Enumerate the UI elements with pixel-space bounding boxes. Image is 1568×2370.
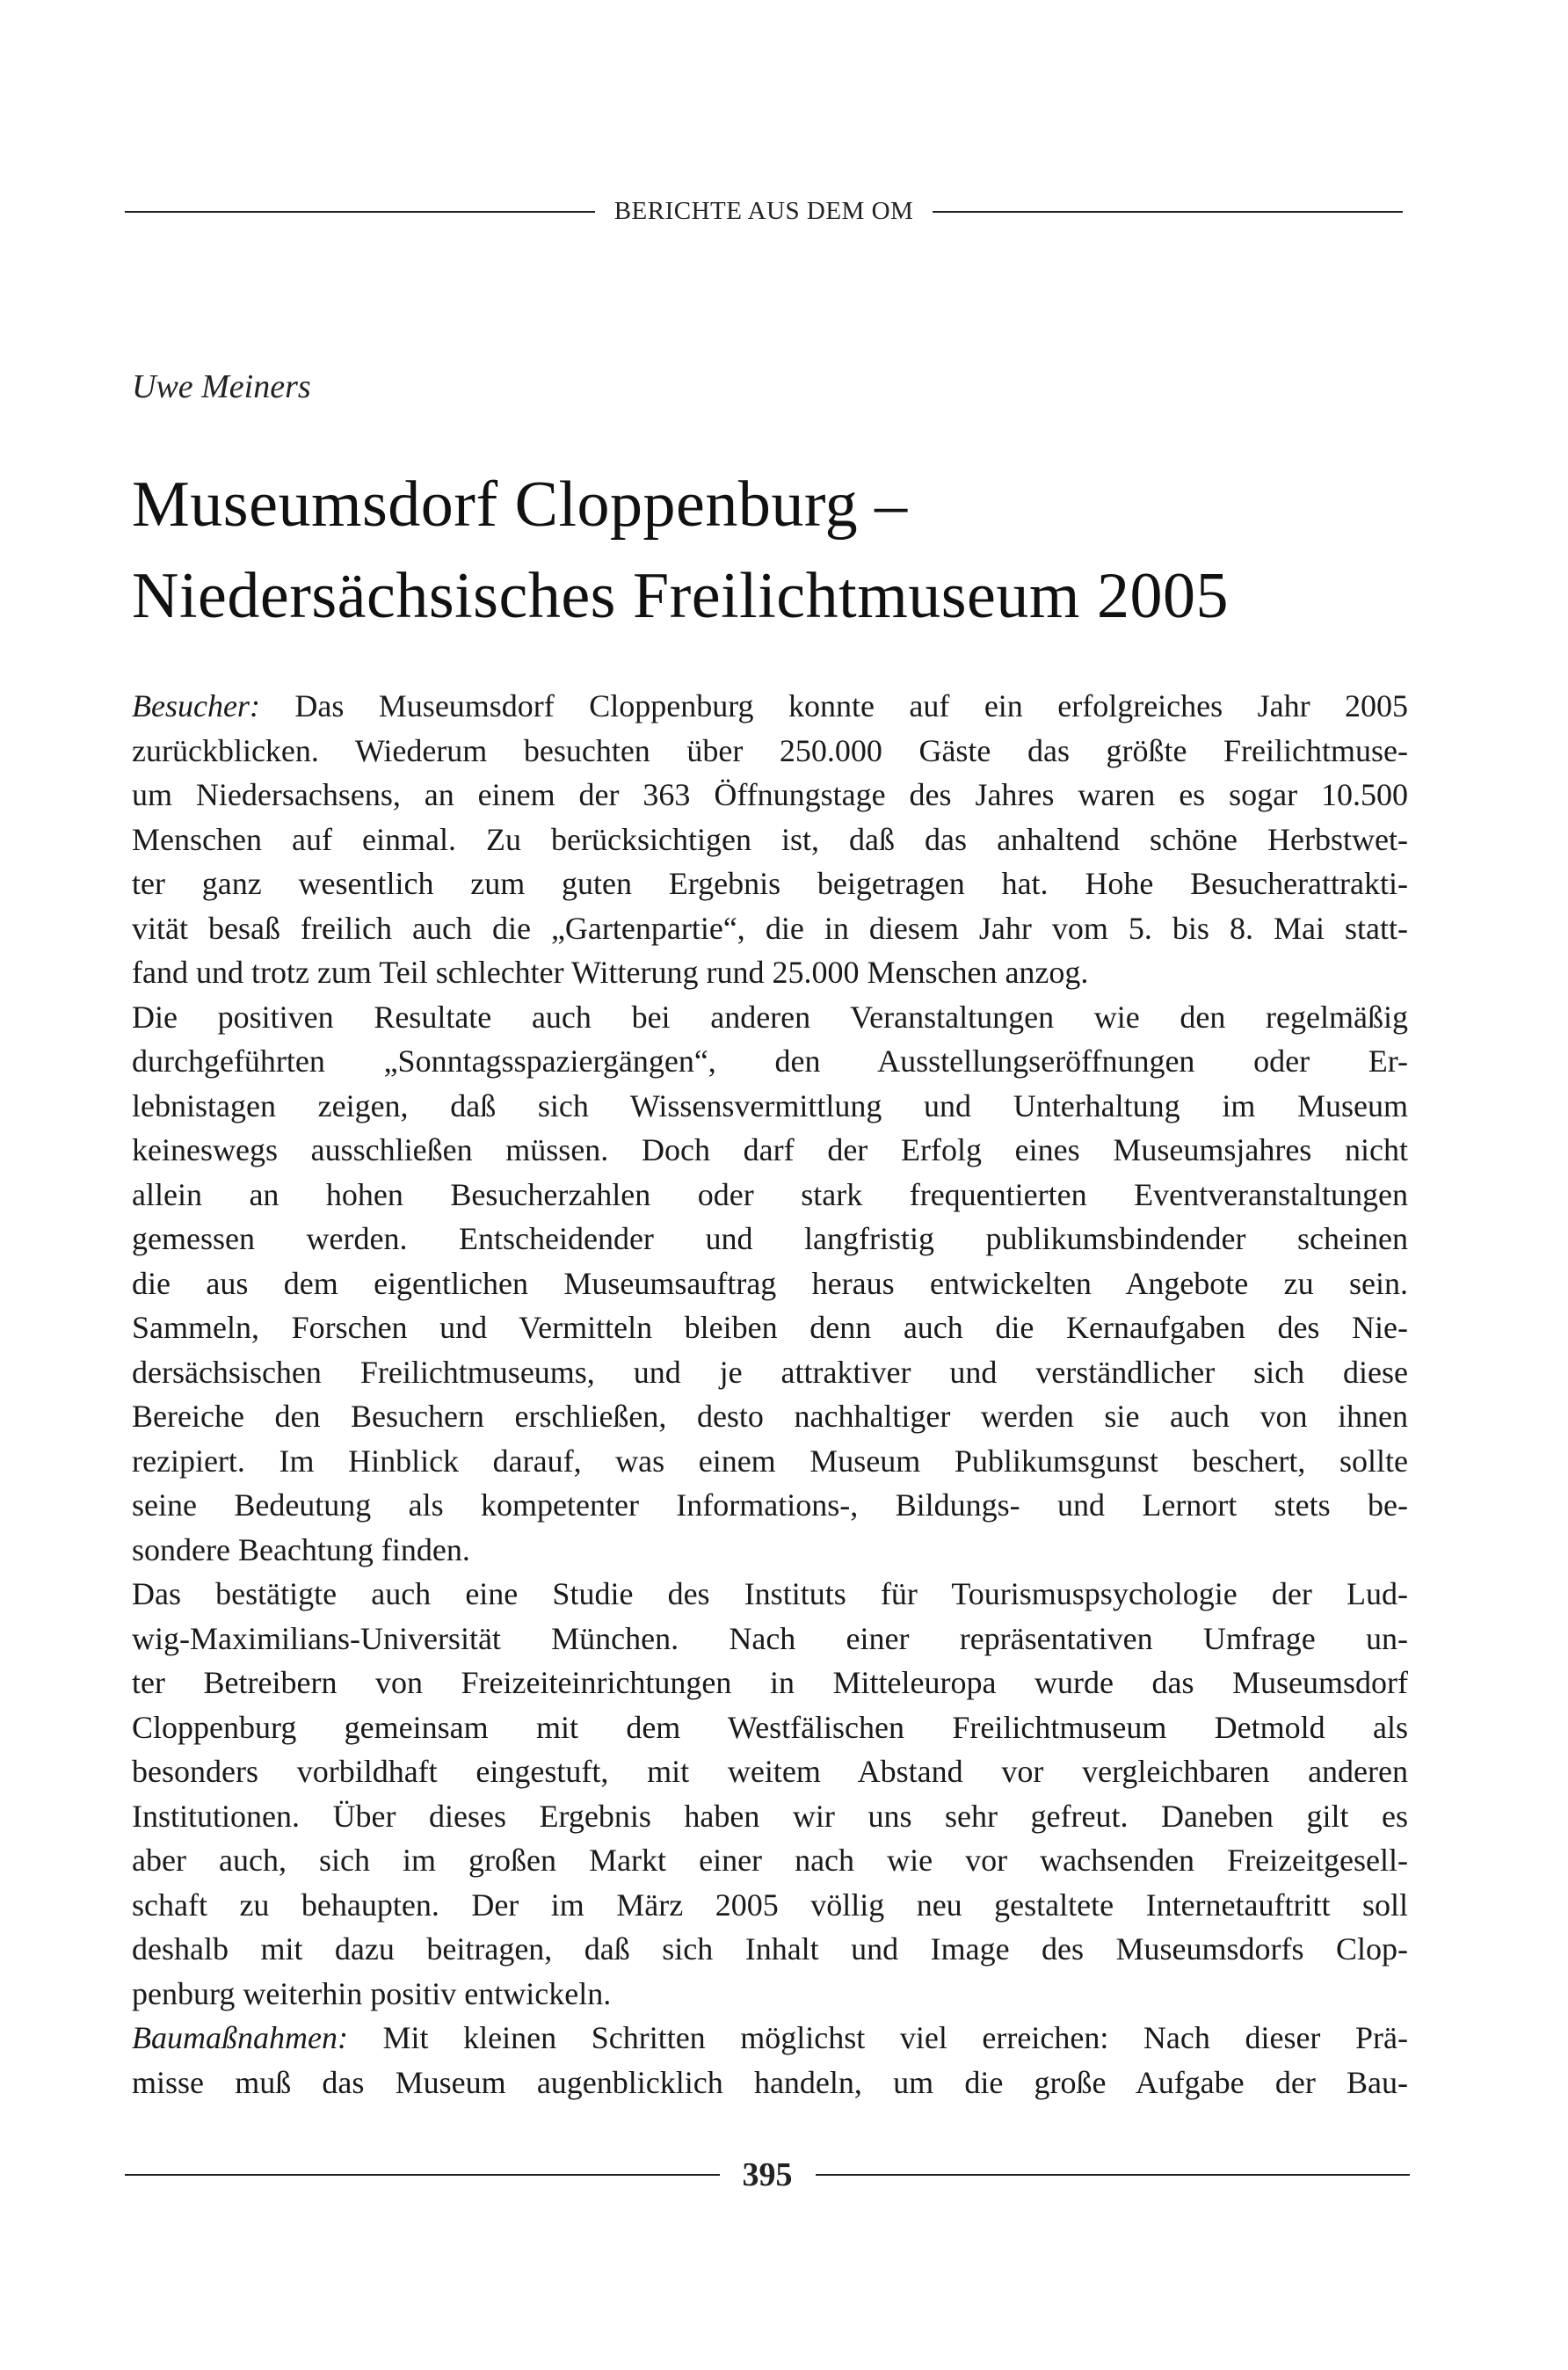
text-line xyxy=(132,1483,1408,1528)
text-line xyxy=(132,1883,1408,1928)
text-line xyxy=(132,1261,1408,1306)
text-line xyxy=(132,1217,1408,1261)
text-line xyxy=(132,1128,1408,1173)
text-line xyxy=(132,1572,1408,1617)
text-line xyxy=(132,1661,1408,1705)
text-line xyxy=(132,1838,1408,1883)
line-text: deshalb mit dazu beitragen, daß sich Inhalt und Image des Museumsdorfs Clop- xyxy=(132,1931,1408,1967)
text-line xyxy=(132,1528,1408,1573)
section-lead: Besucher: xyxy=(132,688,260,723)
article-title xyxy=(132,459,1415,642)
line-text: keineswegs ausschließen müssen. Doch darf der Erfolg eines Museumsjahres nicht xyxy=(132,1132,1408,1167)
text-line xyxy=(132,1084,1408,1129)
line-text: dersächsischen Freilichtmuseums, und je attraktiver und verständlicher sich diese xyxy=(132,1354,1408,1390)
text-line xyxy=(132,1927,1408,1972)
line-text: wig-Maximilians-Universität München. Nach einer repräsentativen Umfrage un- xyxy=(132,1620,1408,1656)
article-body xyxy=(132,684,1408,2105)
line-text: Das Museumsdorf Cloppenburg konnte auf ein erfolgreiches Jahr 2005 xyxy=(259,688,1408,723)
text-line xyxy=(132,995,1408,1040)
text-line xyxy=(132,1972,1408,2017)
text-line xyxy=(132,1039,1408,1084)
text-line xyxy=(132,818,1408,862)
title-line: Niedersächsisches Freilichtmuseum 2005 xyxy=(132,560,1229,632)
line-text: gemessen werden. Entscheidender und langfristig publikumsbindender scheinen xyxy=(132,1221,1408,1256)
line-text: Institutionen. Über dieses Ergebnis haben wir uns sehr gefreut. Daneben gilt es xyxy=(132,1798,1408,1834)
page-number: 395 xyxy=(742,2156,793,2193)
text-line xyxy=(132,2016,1408,2061)
text-line xyxy=(132,684,1408,729)
text-line xyxy=(132,773,1408,818)
header-rule-left xyxy=(125,211,595,213)
text-line xyxy=(132,1350,1408,1395)
line-text: besonders vorbildhaft eingestuft, mit weitem Abstand vor vergleichbaren anderen xyxy=(132,1754,1408,1789)
line-text: sondere Beachtung finden. xyxy=(132,1531,470,1567)
running-header-label: BERICHTE AUS DEM OM xyxy=(613,197,914,225)
text-line xyxy=(132,2061,1408,2105)
author-name: Uwe Meiners xyxy=(132,368,311,405)
line-text: Das bestätigte auch eine Studie des Instituts für Tourismuspsychologie der Lud- xyxy=(132,1576,1408,1611)
line-text: lebnistagen zeigen, daß sich Wissensvermittlung und Unterhaltung im Museum xyxy=(132,1087,1408,1123)
text-line xyxy=(132,1394,1408,1439)
text-line xyxy=(132,1794,1408,1839)
line-text: Mit kleinen Schritten möglichst viel erreichen: Nach dieser Prä- xyxy=(347,2020,1408,2055)
footer-rule-right xyxy=(816,2174,1411,2176)
line-text: Die positiven Resultate auch bei anderen Veranstaltungen wie den regelmäßig xyxy=(132,999,1408,1035)
line-text: ter Betreibern von Freizeiteinrichtungen in Mitteleuropa wurde das Museumsdorf xyxy=(132,1665,1408,1700)
footer-rule-left xyxy=(125,2174,720,2176)
line-text: die aus dem eigentlichen Museumsauftrag heraus entwickelten Angebote zu sein. xyxy=(132,1265,1408,1301)
text-line xyxy=(132,1173,1408,1218)
line-text: Bereiche den Besuchern erschließen, desto nachhaltiger werden sie auch von ihnen xyxy=(132,1399,1408,1434)
header-rule-right xyxy=(933,211,1403,213)
text-line xyxy=(132,1305,1408,1350)
text-line xyxy=(132,729,1408,774)
text-line xyxy=(132,861,1408,906)
line-text: rezipiert. Im Hinblick darauf, was einem Museum Publikumsgunst beschert, sollte xyxy=(132,1443,1408,1479)
line-text: um Niedersachsens, an einem der 363 Öffnungstage des Jahres waren es sogar 10.500 xyxy=(132,777,1408,812)
line-text: ter ganz wesentlich zum guten Ergebnis beigetragen hat. Hohe Besucherattrakti- xyxy=(132,866,1408,901)
line-text: durchgeführten „Sonntagsspaziergängen“, den Ausstellungseröffnungen oder Er- xyxy=(132,1043,1408,1079)
text-line xyxy=(132,1439,1408,1484)
text-line xyxy=(132,950,1408,995)
line-text: penburg weiterhin positiv entwickeln. xyxy=(132,1975,612,2011)
text-line xyxy=(132,1617,1408,1661)
line-text: schaft zu behaupten. Der im März 2005 völlig neu gestaltete Internetauftritt soll xyxy=(132,1887,1408,1923)
line-text: vität besaß freilich auch die „Gartenpartie“, die in diesem Jahr vom 5. bis 8. Mai statt- xyxy=(132,910,1408,946)
section-lead: Baumaßnahmen: xyxy=(132,2020,348,2055)
line-text: Cloppenburg gemeinsam mit dem Westfälischen Freilichtmuseum Detmold als xyxy=(132,1709,1408,1745)
line-text: allein an hohen Besucherzahlen oder stark frequentierten Eventveranstaltungen xyxy=(132,1176,1408,1212)
line-text: zurückblicken. Wiederum besuchten über 250.000 Gäste das größte Freilichtmuse- xyxy=(132,732,1408,768)
line-text: aber auch, sich im großen Markt einer nach wie vor wachsenden Freizeitgesell- xyxy=(132,1843,1408,1878)
line-text: misse muß das Museum augenblicklich handeln, um die große Aufgabe der Bau- xyxy=(132,2064,1408,2100)
line-text: seine Bedeutung als kompetenter Informations-, Bildungs- und Lernort stets be- xyxy=(132,1487,1408,1523)
title-line: Museumsdorf Cloppenburg – xyxy=(132,469,908,541)
page-footer xyxy=(125,2156,1410,2194)
line-text: Sammeln, Forschen und Vermitteln bleiben denn auch die Kernaufgaben des Nie- xyxy=(132,1310,1408,1345)
text-line xyxy=(132,1705,1408,1750)
text-line xyxy=(132,1749,1408,1794)
text-line xyxy=(132,906,1408,951)
running-header xyxy=(125,197,1403,226)
line-text: Menschen auf einmal. Zu berücksichtigen ist, daß das anhaltend schöne Herbstwet- xyxy=(132,821,1408,857)
line-text: fand und trotz zum Teil schlechter Witterung rund 25.000 Menschen anzog. xyxy=(132,955,1089,990)
